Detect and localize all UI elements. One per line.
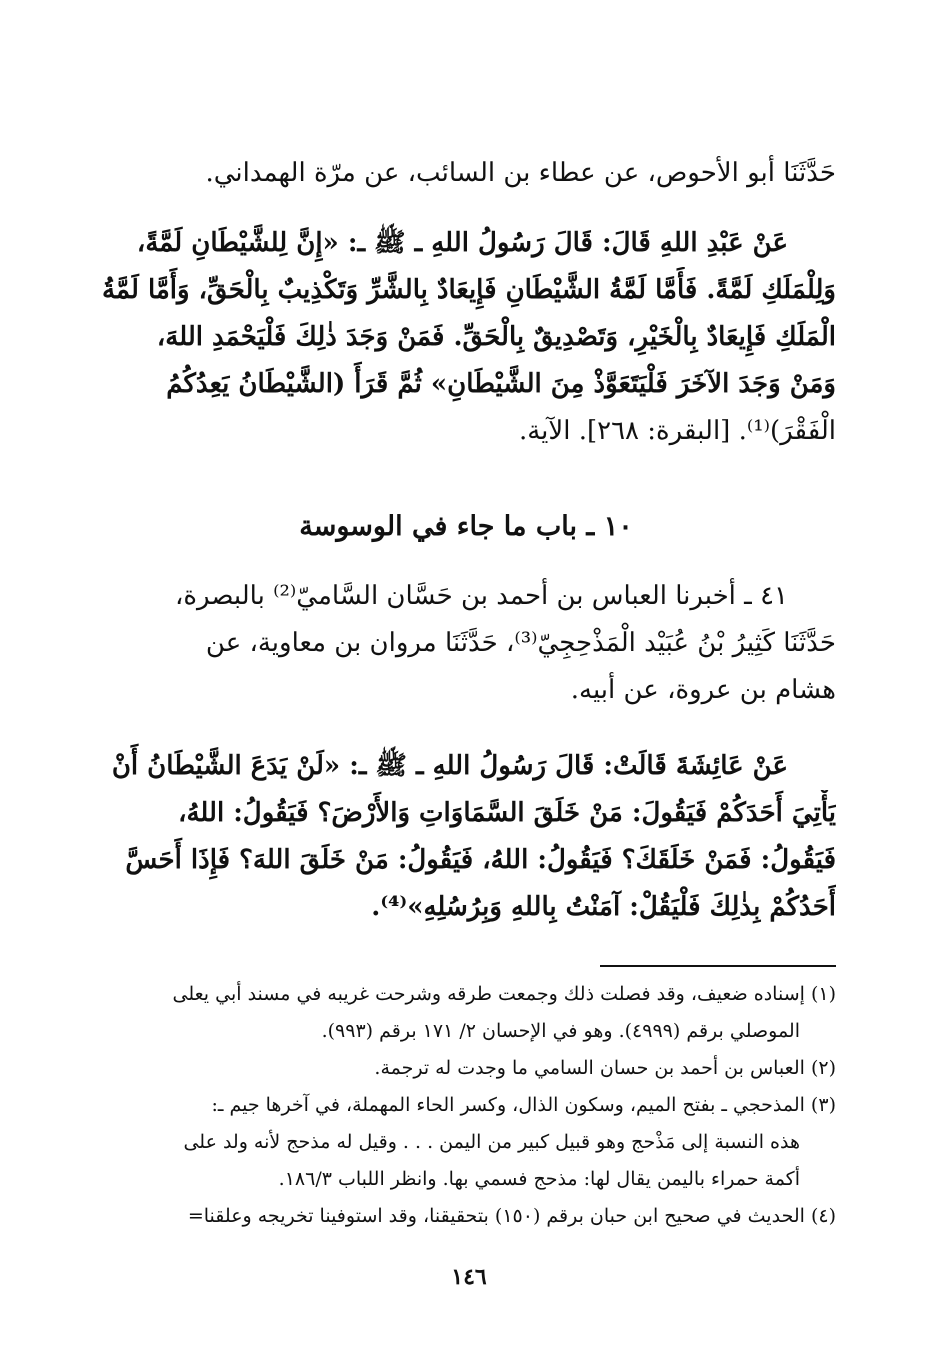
text-line: حَدَّثَنَا كَثِيرُ بْنُ عُبَيْد الْمَذْحِجِيّ⁽³⁾، حَدَّثَنَا مروان بن معاوية، عن: [205, 628, 836, 658]
footnote-line: الموصلي برقم (٤٩٩٩). وهو في الإحسان ٢/ ١٧١ برقم (٩٩٣).: [321, 1020, 800, 1042]
footnote-divider: [600, 965, 836, 967]
text-line: عَنْ عَبْدِ اللهِ قَالَ: قَالَ رَسُولُ اللهِ ـ ﷺ ـ: «إِنَّ لِلشَّيْطَانِ لَمَّةً،: [136, 228, 788, 258]
text-line: الْفَقْرَ)⁽¹⁾. [البقرة: ٢٦٨]. الآية.: [518, 416, 836, 446]
text-line: يَأْتِيَ أَحَدَكُمْ فَيَقُولَ: مَنْ خَلَقَ السَّمَاوَاتِ وَالأَرْضَ؟ فَيَقُولُ: اللهُ،: [178, 798, 836, 828]
footnote-2: [96, 1050, 836, 1087]
footnote-line: (١) إسناده ضعيف، وقد فصلت ذلك وجمعت طرقه وشرحت غريبه في مسند أبي يعلى: [172, 983, 836, 1005]
hadith-paragraph-1: [96, 220, 836, 455]
isnad-paragraph-2: [96, 573, 836, 714]
footnote-line: (٣) المذحجي ـ بفتح الميم، وسكون الذال، وكسر الحاء المهملة، في آخرها جيم ـ:: [211, 1094, 836, 1116]
footnote-line: أكمة حمراء باليمن يقال لها: مذحج فسمي بها. وانظر اللباب ١٨٦/٣.: [278, 1168, 800, 1190]
text-line: أَحَدُكُمْ بِذٰلِكَ فَلْيَقُلْ: آمَنْتُ بِاللهِ وَبِرُسُلِهِ»⁽⁴⁾.: [371, 892, 836, 922]
chapter-heading: ١٠ ـ باب ما جاء في الوسوسة: [299, 511, 633, 542]
footnotes: [96, 976, 836, 1235]
text-line: حَدَّثَنَا أبو الأحوص، عن عطاء بن السائب، عن مرّة الهمداني.: [205, 158, 836, 188]
footnote-4: [96, 1198, 836, 1235]
text-line: فَيَقُولُ: فَمَنْ خَلَقَكَ؟ فَيَقُولُ: اللهُ، فَيَقُولُ: مَنْ خَلَقَ اللهَ؟ فَإِذَا أَحَسَّ: [125, 845, 836, 875]
footnote-line: (٢) العباس بن أحمد بن حسان السامي ما وجدت له ترجمة.: [374, 1057, 836, 1079]
page-number: ١٤٦: [451, 1264, 487, 1290]
footnote-1: [96, 976, 836, 1050]
isnad-paragraph-1: [96, 150, 836, 197]
footnote-line: هذه النسبة إلى مَذْحج وهو قبيل كبير من اليمن . . . وقيل له مذحج لأنه ولد على: [183, 1131, 800, 1153]
text-line: هشام بن عروة، عن أبيه.: [570, 675, 836, 705]
hadith-paragraph-2: [96, 743, 836, 931]
text-line: وَمَنْ وَجَدَ الآخَرَ فَلْيَتَعَوَّذْ مِنَ الشَّيْطَانِ» ثُمَّ قَرَأَ (الشَّيْطَانُ يَعِدُكُمُ: [166, 369, 836, 399]
text-line: عَنْ عَائِشَةَ قَالَتْ: قَالَ رَسُولُ اللهِ ـ ﷺ ـ: «لَنْ يَدَعَ الشَّيْطَانُ أَنْ: [111, 751, 788, 781]
footnote-line: (٤) الحديث في صحيح ابن حبان برقم (١٥٠) بتحقيقنا، وقد استوفينا تخريجه وعلقنا=: [187, 1205, 836, 1227]
footnote-3: [96, 1087, 836, 1198]
text-line: الْمَلَكِ فَإِيعَادٌ بِالْخَيْرِ، وَتَصْدِيقٌ بِالْحَقِّ. فَمَنْ وَجَدَ ذٰلِكَ فَلْيَحْمَدِ اللهَ،: [156, 322, 836, 352]
text-line: ٤١ ـ أخبرنا العباس بن أحمد بن حَسَّان السَّاميّ⁽²⁾ بالبصرة،: [175, 581, 788, 611]
text-line: وَلِلْمَلَكِ لَمَّةً. فَأَمَّا لَمَّةُ الشَّيْطَانِ فَإِيعَادٌ بِالشَّرِّ وَتَكْذِيبٌ بِالْحَقِّ، وَأَمَّا لَمَّةُ: [102, 275, 836, 305]
